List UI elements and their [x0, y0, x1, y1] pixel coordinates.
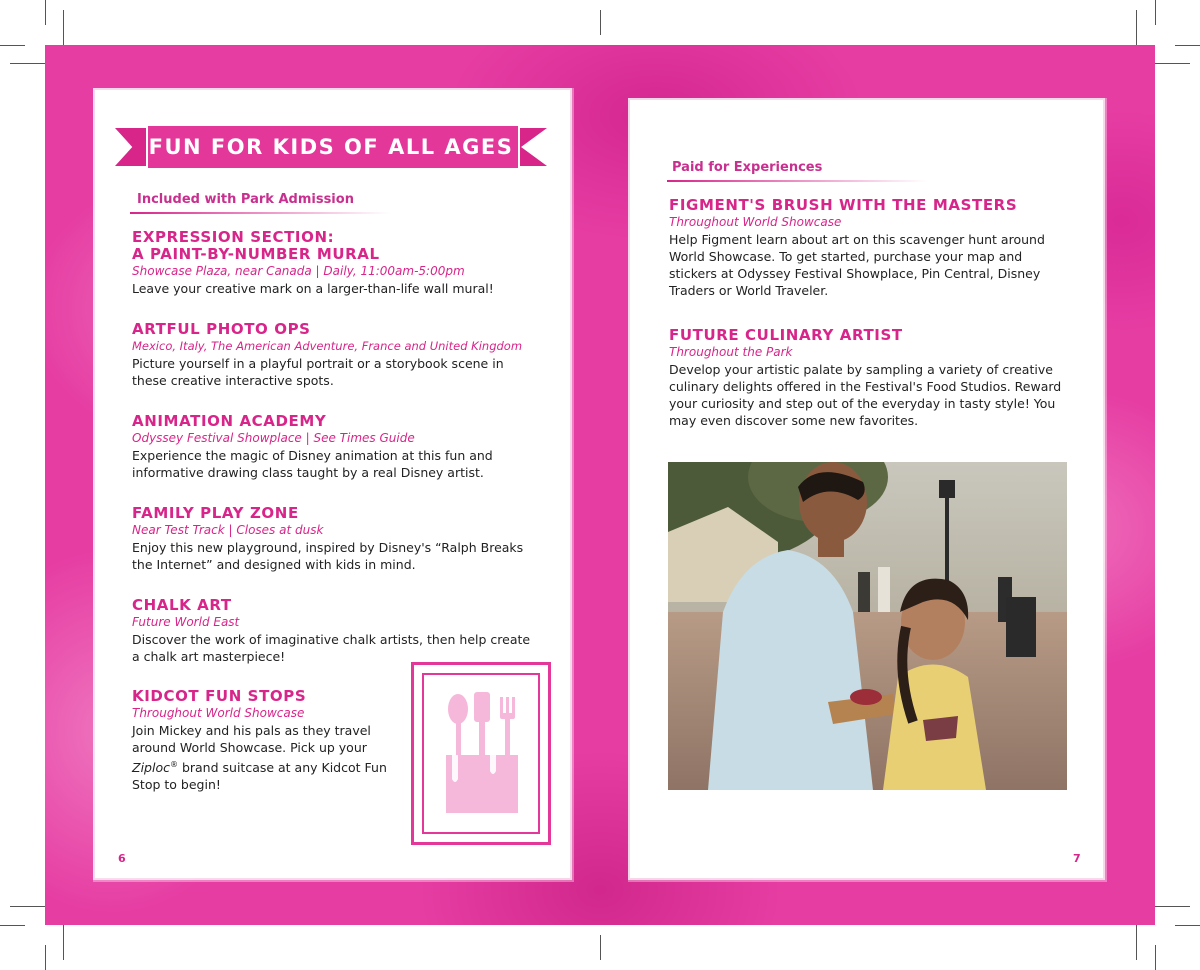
event-description: Discover the work of imaginative chalk artists, then help create	[132, 632, 531, 647]
event-title: FAMILY PLAY ZONE	[132, 504, 299, 522]
event-chalk-art	[132, 597, 552, 665]
event-family-play-zone	[132, 505, 552, 573]
section-divider	[667, 180, 927, 182]
event-location: Throughout the Park	[669, 345, 793, 359]
event-expression-section	[132, 229, 552, 297]
event-description	[132, 756, 402, 776]
crop-mark	[63, 925, 64, 960]
page-title: FUN FOR KIDS OF ALL AGES	[148, 135, 514, 159]
utensils-in-paint-bucket-icon	[432, 687, 530, 822]
event-description: World Showcase. To get started, purchase your map and	[669, 249, 1023, 264]
brand-name: Ziploc	[132, 760, 170, 776]
event-description: Experience the magic of Disney animation at this fun and	[132, 448, 493, 463]
event-artful-photo-ops	[132, 321, 552, 389]
crop-mark	[1136, 925, 1137, 960]
event-location: Showcase Plaza, near Canada | Daily, 11:00am-5:00pm	[132, 264, 465, 278]
crop-mark	[45, 0, 46, 25]
event-description: Develop your artistic palate by sampling a variety of creative	[669, 362, 1053, 377]
photo-illustration	[668, 462, 1067, 790]
section-label-paid: Paid for Experiences	[672, 160, 823, 175]
event-description: culinary delights offered in the Festival's Food Studios. Reward	[669, 379, 1062, 394]
event-description: your curiosity and step out of the everyday in tasty style! You	[669, 396, 1056, 411]
event-location: Near Test Track | Closes at dusk	[132, 523, 324, 537]
event-title: FIGMENT'S BRUSH WITH THE MASTERS	[669, 196, 1018, 214]
event-title: EXPRESSION SECTION:	[132, 228, 335, 246]
event-description: Leave your creative mark on a larger-than-life wall mural!	[132, 281, 494, 296]
event-description: around World Showcase. Pick up your	[132, 740, 367, 755]
event-description: the Internet” and designed with kids in mind.	[132, 557, 416, 572]
crop-mark	[0, 45, 25, 46]
event-description: Join Mickey and his pals as they travel	[132, 723, 371, 738]
crop-mark	[10, 906, 45, 907]
event-location: Future World East	[132, 615, 240, 629]
event-title: ANIMATION ACADEMY	[132, 412, 327, 430]
page-number: 6	[118, 852, 126, 865]
event-description: stickers at Odyssey Festival Showplace, Pin Central, Disney	[669, 266, 1041, 281]
crop-mark	[1155, 945, 1156, 970]
event-description: Enjoy this new playground, inspired by Disney's “Ralph Breaks	[132, 540, 524, 555]
event-title: KIDCOT FUN STOPS	[132, 687, 307, 705]
event-description: Picture yourself in a playful portrait or a storybook scene in	[132, 356, 504, 371]
event-description: may even discover some new favorites.	[669, 413, 919, 428]
photo-father-daughter	[668, 462, 1067, 790]
section-label-included: Included with Park Admission	[137, 192, 354, 207]
event-description: a chalk art masterpiece!	[132, 649, 286, 664]
crop-mark	[1155, 0, 1156, 25]
event-location: Throughout World Showcase	[669, 215, 842, 229]
event-future-culinary-artist	[669, 327, 1089, 429]
crop-mark	[45, 945, 46, 970]
event-location: Odyssey Festival Showplace | See Times Guide	[132, 431, 415, 445]
crop-mark	[1155, 63, 1190, 64]
event-title: ARTFUL PHOTO OPS	[132, 320, 311, 338]
crop-mark	[1175, 925, 1200, 926]
event-description: informative drawing class taught by a real Disney artist.	[132, 465, 484, 480]
crop-mark	[600, 10, 601, 35]
crop-mark	[10, 63, 45, 64]
crop-mark	[0, 925, 25, 926]
section-divider	[130, 212, 390, 214]
event-description: Stop to begin!	[132, 777, 221, 793]
crop-mark	[1136, 10, 1137, 45]
event-description: Help Figment learn about art on this scavenger hunt around	[669, 232, 1045, 247]
event-title: A PAINT-BY-NUMBER MURAL	[132, 245, 380, 263]
event-description: these creative interactive spots.	[132, 373, 334, 388]
registered-mark: ®	[169, 760, 178, 769]
page-number: 7	[1073, 852, 1081, 865]
illustration-frame	[411, 662, 551, 845]
crop-mark	[1175, 45, 1200, 46]
event-title: CHALK ART	[132, 596, 232, 614]
event-figments-brush	[669, 197, 1089, 299]
description-text: brand suitcase at any Kidcot Fun	[177, 760, 387, 776]
event-description: Traders or World Traveler.	[669, 283, 829, 298]
event-location: Throughout World Showcase	[132, 706, 305, 720]
event-kidcot-fun-stops	[132, 688, 402, 793]
crop-mark	[1155, 906, 1190, 907]
crop-mark	[600, 935, 601, 960]
crop-mark	[63, 10, 64, 45]
event-animation-academy	[132, 413, 552, 481]
event-location: Mexico, Italy, The American Adventure, France and United Kingdom	[132, 339, 523, 353]
event-title: FUTURE CULINARY ARTIST	[669, 326, 903, 344]
